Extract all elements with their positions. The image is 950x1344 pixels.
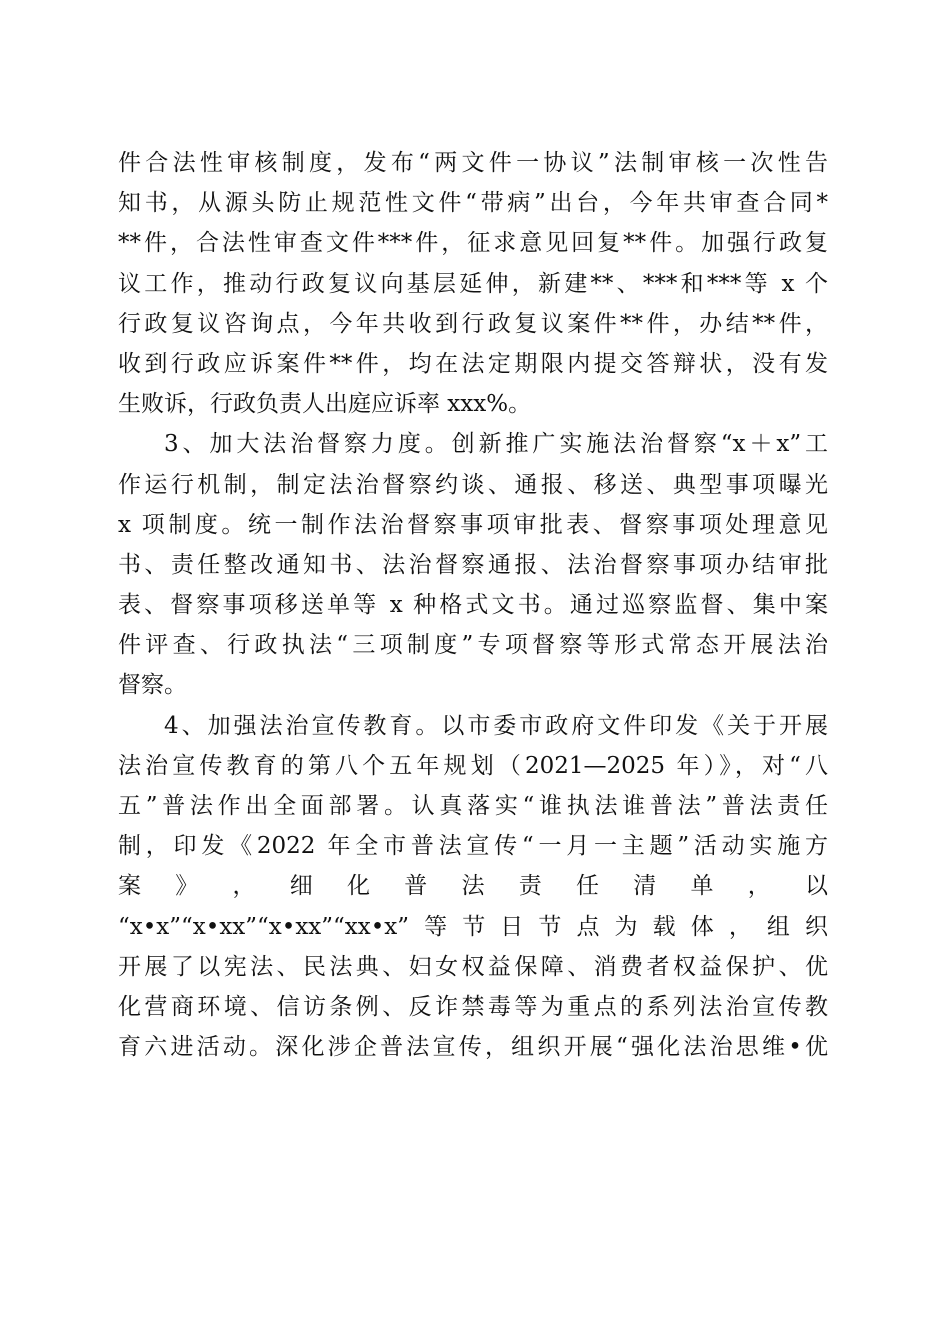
text-line: “x•x”“x•xx”“x•xx”“xx•x”等节日节点为载体，组织 (118, 913, 828, 940)
text-line: 收到行政应诉案件**件，均在法定期限内提交答辩状，没有发 (118, 350, 828, 377)
text-line: 3、加大法治督察力度。创新推广实施法治督察“x＋x”工 (164, 431, 828, 458)
text-line: 议工作，推动行政复议向基层延伸，新建**、***和***等 x 个 (118, 270, 828, 297)
text-line: 育六进活动。深化涉企普法宣传，组织开展“强化法治思维•优 (118, 1034, 828, 1061)
paragraph-legal-review (118, 143, 828, 424)
text-line: 法治宣传教育的第八个五年规划（2021—2025 年）》，对“八 (118, 752, 828, 779)
text-line: 化营商环境、信访条例、反诈禁毒等为重点的系列法治宣传教 (118, 993, 828, 1020)
text-line: 案 》 ， 细 化 普 法 责 任 清 单 ， 以 (118, 873, 828, 900)
text-line: 五”普法作出全面部署。认真落实“谁执法谁普法”普法责任 (118, 793, 828, 819)
text-line: 件评查、行政执法“三项制度”专项督察等形式常态开展法治 (118, 632, 828, 659)
text-line: **件，合法性审查文件***件，征求意见回复**件。加强行政复 (118, 230, 828, 257)
text-line: 督察。 (118, 672, 187, 699)
paragraph-legal-education (118, 706, 828, 1068)
text-line: 开展了以宪法、民法典、妇女权益保障、消费者权益保护、优 (118, 953, 828, 980)
text-line: 表、督察事项移送单等 x 种格式文书。通过巡察监督、集中案 (118, 592, 828, 619)
text-line: x 项制度。统一制作法治督察事项审批表、督察事项处理意见 (118, 511, 828, 538)
text-line: 知书，从源头防止规范性文件“带病”出台，今年共审查合同* (118, 190, 828, 217)
text-line: 行政复议咨询点，今年共收到行政复议案件**件，办结**件， (118, 310, 828, 337)
text-line: 件合法性审核制度，发布“两文件一协议”法制审核一次性告 (118, 150, 828, 176)
body-text (118, 143, 828, 1067)
text-line: 生败诉，行政负责人出庭应诉率 xxx%。 (118, 391, 532, 418)
text-line: 4、加强法治宣传教育。以市委市政府文件印发《关于开展 (164, 712, 828, 739)
text-line: 作运行机制，制定法治督察约谈、通报、移送、典型事项曝光 (118, 471, 828, 498)
paragraph-rule-of-law-inspection (118, 424, 828, 705)
text-line: 制，印发《2022 年全市普法宣传“一月一主题”活动实施方 (118, 833, 828, 860)
text-line: 书、责任整改通知书、法治督察通报、法治督察事项办结审批 (118, 551, 828, 578)
